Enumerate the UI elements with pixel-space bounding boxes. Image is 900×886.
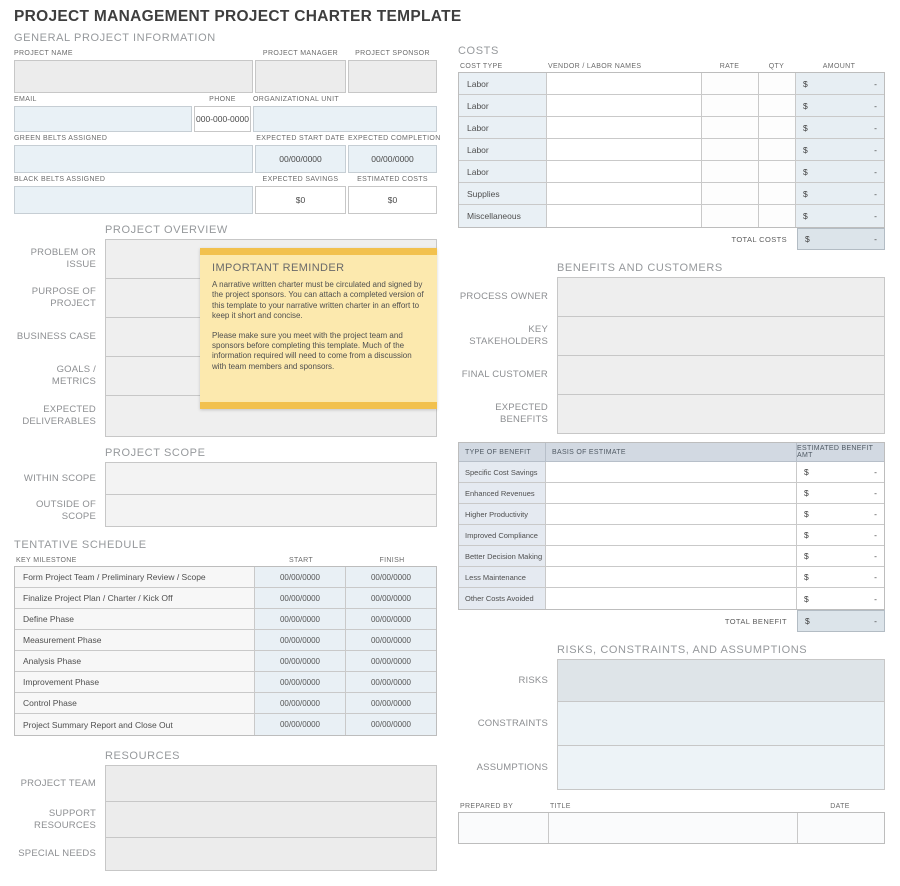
vendor-cell[interactable] [547, 139, 702, 161]
currency-symbol: $ [803, 211, 808, 221]
schedule-row [15, 567, 436, 588]
benefit-total-row [458, 610, 885, 632]
milestone-start-cell[interactable]: 00/00/0000 [255, 588, 346, 609]
schedule-row [15, 609, 436, 630]
process-owner-input[interactable] [557, 277, 885, 317]
green-belts-label: GREEN BELTS ASSIGNED [14, 135, 108, 142]
overview-row-label: BUSINESS CASE [16, 331, 96, 343]
benefit-row [459, 525, 884, 546]
section-resources [14, 750, 437, 871]
schedule-row [15, 714, 436, 735]
currency-symbol: $ [803, 78, 808, 89]
date-label: DATE [830, 803, 850, 810]
benefit-type-cell[interactable]: Other Costs Avoided [459, 588, 546, 609]
amount-value: - [874, 166, 877, 177]
overview-row-label: EXPECTED DELIVERABLES [22, 404, 96, 427]
milestone-name-cell[interactable]: Improvement Phase [15, 672, 255, 693]
milestone-finish-cell[interactable]: 00/00/0000 [346, 651, 436, 672]
basis-of-estimate-cell[interactable] [546, 525, 797, 546]
overview-row-label: PURPOSE OF PROJECT [31, 286, 96, 309]
benefit-type-cell[interactable]: Higher Productivity [459, 504, 546, 525]
cost-type-cell[interactable]: Labor [459, 95, 547, 117]
amount-value: - [874, 144, 877, 155]
rate-cell[interactable] [702, 73, 759, 95]
schedule-row [15, 693, 436, 714]
currency-symbol: $ [804, 530, 809, 540]
overview-row-label: PROBLEM OR ISSUE [30, 247, 96, 270]
currency-symbol: $ [804, 488, 809, 498]
overview-row-label: GOALS / METRICS [51, 364, 96, 387]
milestone-name-cell[interactable]: Finalize Project Plan / Charter / Kick Off [15, 588, 255, 609]
milestone-start-cell[interactable]: 00/00/0000 [255, 714, 346, 735]
note-top-edge [200, 248, 437, 255]
milestone-name-cell[interactable]: Define Phase [15, 609, 255, 630]
resources-row-label: PROJECT TEAM [20, 777, 96, 789]
project-scope-heading: PROJECT SCOPE [105, 447, 206, 459]
benefit-amount-cell[interactable] [797, 525, 884, 546]
amount-value: - [874, 572, 877, 582]
milestone-finish-cell[interactable]: 00/00/0000 [346, 714, 436, 735]
amount-value: - [874, 509, 877, 519]
page-title: PROJECT MANAGEMENT PROJECT CHARTER TEMPLATE [14, 8, 462, 25]
cost-row [459, 73, 884, 95]
benefits-row [458, 316, 885, 356]
basis-of-estimate-cell[interactable] [546, 462, 797, 483]
milestone-start-cell[interactable]: 00/00/0000 [255, 567, 346, 588]
scope-row-label: OUTSIDE OF SCOPE [35, 498, 96, 522]
amount-cell[interactable] [796, 139, 884, 161]
risks-row-label: ASSUMPTIONS [476, 761, 548, 773]
phone-label: PHONE [209, 96, 236, 103]
amount-value: - [874, 616, 877, 626]
amount-value: - [874, 100, 877, 111]
benefits-row [458, 394, 885, 434]
currency-symbol: $ [805, 234, 810, 244]
start-column-header: START [288, 557, 314, 564]
amount-cell[interactable] [796, 117, 884, 139]
cost-type-cell[interactable]: Labor [459, 161, 547, 183]
milestone-name-cell[interactable]: Analysis Phase [15, 651, 255, 672]
benefits-row-label: PROCESS OWNER [459, 291, 548, 303]
amount-value: - [874, 551, 877, 561]
general-row-3 [14, 132, 441, 173]
milestone-name-cell[interactable]: Control Phase [15, 693, 255, 714]
section-tentative-schedule [14, 539, 437, 736]
total-costs-cell[interactable] [797, 228, 885, 250]
scope-row-label: WITHIN SCOPE [23, 472, 96, 484]
milestone-start-cell[interactable]: 00/00/0000 [255, 609, 346, 630]
assumptions-input[interactable] [557, 745, 885, 790]
org-unit-label: ORGANIZATIONAL UNIT [253, 96, 339, 103]
project-name-input[interactable] [14, 60, 253, 93]
risks-row [458, 701, 885, 746]
note-title: IMPORTANT REMINDER [212, 262, 345, 274]
benefits-row-label: KEY STAKEHOLDERS [469, 324, 548, 347]
resources-row-label: SUPPORT RESOURCES [34, 807, 96, 831]
amount-cell[interactable] [796, 183, 884, 205]
benefit-table-header [459, 443, 884, 462]
amount-value: - [874, 488, 877, 498]
risks-row [458, 745, 885, 790]
project-name-label: PROJECT NAME [14, 50, 73, 57]
currency-symbol: $ [804, 467, 809, 477]
green-belts-input[interactable] [14, 145, 253, 173]
benefit-type-cell[interactable]: Less Maintenance [459, 567, 546, 588]
expected-savings-label: EXPECTED SAVINGS [262, 176, 339, 183]
benefit-type-cell[interactable]: Enhanced Revenues [459, 483, 546, 504]
email-input[interactable] [14, 106, 192, 132]
milestone-start-cell[interactable]: 00/00/0000 [255, 693, 346, 714]
basis-of-estimate-cell[interactable] [546, 567, 797, 588]
benefit-amount-cell[interactable] [797, 588, 884, 609]
currency-symbol: $ [805, 616, 810, 626]
expected-savings-input[interactable]: $0 [255, 186, 346, 214]
completion-date-label: EXPECTED COMPLETION [348, 135, 441, 142]
resources-heading: RESOURCES [105, 750, 181, 762]
amount-cell[interactable] [796, 161, 884, 183]
project-sponsor-label: PROJECT SPONSOR [355, 50, 430, 57]
benefit-amount-cell[interactable] [797, 546, 884, 567]
cost-type-cell[interactable]: Labor [459, 117, 547, 139]
estimated-benefit-amt-column-header: ESTIMATED BENEFIT AMT [797, 443, 884, 462]
signoff-table [458, 812, 885, 844]
key-milestone-column-header: KEY MILESTONE [16, 557, 77, 564]
benefits-row [458, 277, 885, 317]
benefit-type-cell[interactable]: Specific Cost Savings [459, 462, 546, 483]
milestone-finish-cell[interactable]: 00/00/0000 [346, 630, 436, 651]
qty-cell[interactable] [759, 117, 796, 139]
risks-row-label: CONSTRAINTS [477, 717, 548, 729]
costs-header [458, 60, 885, 72]
qty-cell[interactable] [759, 183, 796, 205]
total-benefit-label: TOTAL BENEFIT [724, 616, 787, 626]
vendor-cell[interactable] [547, 117, 702, 139]
benefit-type-cell[interactable]: Better Decision Making [459, 546, 546, 567]
rate-cell[interactable] [702, 161, 759, 183]
finish-column-header: FINISH [379, 557, 405, 564]
project-sponsor-input[interactable] [348, 60, 437, 93]
cost-type-cell[interactable]: Labor [459, 139, 547, 161]
currency-symbol: $ [803, 122, 808, 133]
milestone-finish-cell[interactable]: 00/00/0000 [346, 672, 436, 693]
risks-input[interactable] [557, 659, 885, 702]
currency-symbol: $ [803, 100, 808, 111]
black-belts-input[interactable] [14, 186, 253, 214]
note-paragraph: A narrative written charter must be circulated and signed by the project sponsors. You can attach a completed version of this template to your narrative written charter in an effort to keep it short and concise. [212, 280, 424, 321]
costs-heading: COSTS [458, 45, 499, 57]
start-date-input[interactable]: 00/00/0000 [255, 145, 346, 173]
total-costs-label: TOTAL COSTS [731, 234, 787, 244]
rate-cell[interactable] [702, 117, 759, 139]
currency-symbol: $ [804, 551, 809, 561]
phone-input[interactable]: 000-000-0000 [194, 106, 251, 132]
qty-column-header: QTY [768, 63, 785, 70]
note-paragraph: Please make sure you meet with the project team and sponsors before completing this template. Much of the information required will need to come from a discussion with team members and sponsors. [212, 330, 412, 371]
important-reminder-note[interactable] [200, 248, 437, 409]
amount-cell[interactable] [796, 205, 884, 227]
note-body [200, 255, 437, 402]
rate-cell[interactable] [702, 205, 759, 227]
constraints-input[interactable] [557, 701, 885, 746]
section-benefit-table [458, 442, 885, 632]
resources-row [14, 765, 437, 802]
vendor-cell[interactable] [547, 205, 702, 227]
milestone-name-cell[interactable]: Measurement Phase [15, 630, 255, 651]
estimated-costs-label: ESTIMATED COSTS [357, 176, 428, 183]
benefit-table [458, 442, 885, 610]
title-label: TITLE [550, 803, 571, 810]
resources-row-label: SPECIAL NEEDS [18, 848, 96, 860]
costs-table [458, 72, 885, 228]
title-input[interactable] [549, 813, 798, 843]
basis-of-estimate-cell[interactable] [546, 588, 797, 609]
amount-value: - [874, 211, 877, 221]
basis-of-estimate-cell[interactable] [546, 483, 797, 504]
section-benefits-customers [458, 262, 885, 434]
general-row-1 [14, 47, 437, 93]
schedule-row [15, 651, 436, 672]
amount-value: - [874, 122, 877, 133]
currency-symbol: $ [804, 572, 809, 582]
resources-row [14, 801, 437, 838]
vendor-cell[interactable] [547, 161, 702, 183]
schedule-table [14, 566, 437, 736]
benefit-row [459, 567, 884, 588]
cost-row [459, 161, 884, 183]
rate-cell[interactable] [702, 183, 759, 205]
section-project-scope [14, 447, 437, 527]
key-stakeholders-input[interactable] [557, 316, 885, 356]
schedule-header [14, 554, 437, 566]
milestone-finish-cell[interactable]: 00/00/0000 [346, 693, 436, 714]
general-row-4 [14, 173, 437, 214]
resources-row [14, 837, 437, 871]
section-risks [458, 644, 885, 790]
rate-cell[interactable] [702, 139, 759, 161]
black-belts-label: BLACK BELTS ASSIGNED [14, 176, 106, 183]
costs-total-row [458, 228, 885, 250]
rate-column-header: RATE [719, 63, 740, 70]
cost-type-cell[interactable]: Supplies [459, 183, 547, 205]
qty-cell[interactable] [759, 161, 796, 183]
general-row-2 [14, 93, 437, 132]
schedule-row [15, 672, 436, 693]
amount-value: - [874, 234, 877, 244]
project-overview-heading: PROJECT OVERVIEW [105, 224, 228, 236]
benefit-row [459, 588, 884, 609]
benefits-row-label: EXPECTED BENEFITS [495, 402, 548, 425]
benefit-row [459, 546, 884, 567]
benefit-amount-cell[interactable] [797, 567, 884, 588]
project-team-input[interactable] [105, 765, 437, 802]
currency-symbol: $ [804, 509, 809, 519]
benefits-row [458, 355, 885, 395]
milestone-start-cell[interactable]: 00/00/0000 [255, 672, 346, 693]
currency-symbol: $ [803, 144, 808, 155]
vendor-cell[interactable] [547, 183, 702, 205]
amount-column-header: AMOUNT [822, 63, 856, 70]
currency-symbol: $ [804, 593, 809, 604]
rate-cell[interactable] [702, 95, 759, 117]
qty-cell[interactable] [759, 95, 796, 117]
basis-of-estimate-cell[interactable] [546, 504, 797, 525]
special-needs-input[interactable] [105, 837, 437, 871]
amount-value: - [874, 593, 877, 604]
date-input[interactable] [798, 813, 884, 843]
schedule-row [15, 588, 436, 609]
benefit-type-cell[interactable]: Improved Compliance [459, 525, 546, 546]
benefit-row [459, 483, 884, 504]
amount-value: - [874, 78, 877, 89]
cost-type-cell[interactable]: Miscellaneous [459, 205, 547, 227]
cost-type-column-header: COST TYPE [460, 63, 503, 70]
type-of-benefit-column-header: TYPE OF BENEFIT [459, 443, 546, 462]
scope-row [14, 494, 437, 527]
amount-value: - [874, 467, 877, 477]
section-general-info-heading: GENERAL PROJECT INFORMATION [14, 32, 216, 44]
risks-row [458, 659, 885, 702]
benefit-row [459, 462, 884, 483]
amount-cell[interactable] [796, 95, 884, 117]
schedule-row [15, 630, 436, 651]
benefits-customers-heading: BENEFITS AND CUSTOMERS [557, 262, 723, 274]
email-label: EMAIL [14, 96, 37, 103]
cost-type-cell[interactable]: Labor [459, 73, 547, 95]
milestone-name-cell[interactable]: Form Project Team / Preliminary Review / Scope [15, 567, 255, 588]
milestone-start-cell[interactable]: 00/00/0000 [255, 651, 346, 672]
cost-row [459, 205, 884, 227]
amount-cell[interactable] [796, 73, 884, 95]
benefit-amount-cell[interactable] [797, 504, 884, 525]
total-benefit-cell[interactable] [797, 610, 885, 632]
tentative-schedule-heading: TENTATIVE SCHEDULE [14, 539, 147, 551]
amount-value: - [874, 530, 877, 540]
cost-row [459, 117, 884, 139]
left-column [14, 8, 462, 871]
benefit-amount-cell[interactable] [797, 462, 884, 483]
final-customer-input[interactable] [557, 355, 885, 395]
section-signoff [458, 800, 885, 844]
cost-row [459, 139, 884, 161]
basis-of-estimate-cell[interactable] [546, 546, 797, 567]
benefits-row-label: FINAL CUSTOMER [461, 369, 548, 381]
qty-cell[interactable] [759, 205, 796, 227]
milestone-name-cell[interactable]: Project Summary Report and Close Out [15, 714, 255, 735]
project-manager-input[interactable] [255, 60, 346, 93]
support-resources-input[interactable] [105, 801, 437, 838]
milestone-finish-cell[interactable]: 00/00/0000 [346, 567, 436, 588]
milestone-finish-cell[interactable]: 00/00/0000 [346, 588, 436, 609]
project-manager-label: PROJECT MANAGER [262, 50, 339, 57]
benefit-amount-cell[interactable] [797, 483, 884, 504]
milestone-start-cell[interactable]: 00/00/0000 [255, 630, 346, 651]
signoff-header [458, 800, 885, 812]
org-unit-input[interactable] [253, 106, 437, 132]
outside-of-scope-input[interactable] [105, 494, 437, 527]
vendor-column-header: VENDOR / LABOR NAMES [548, 63, 642, 70]
risks-heading: RISKS, CONSTRAINTS, AND ASSUMPTIONS [557, 644, 808, 656]
start-date-label: EXPECTED START DATE [256, 135, 345, 142]
scope-row [14, 462, 437, 495]
risks-row-label: RISKS [518, 674, 548, 686]
benefit-row [459, 504, 884, 525]
vendor-cell[interactable] [547, 95, 702, 117]
expected-benefits-input[interactable] [557, 394, 885, 434]
note-bottom-edge [200, 402, 437, 409]
prepared-by-input[interactable] [459, 813, 549, 843]
qty-cell[interactable] [759, 139, 796, 161]
qty-cell[interactable] [759, 73, 796, 95]
section-costs [458, 45, 885, 250]
right-column [458, 45, 885, 844]
within-scope-input[interactable] [105, 462, 437, 495]
signoff-row [459, 813, 884, 843]
completion-date-input[interactable]: 00/00/0000 [348, 145, 437, 173]
cost-row [459, 183, 884, 205]
currency-symbol: $ [803, 188, 808, 199]
estimated-costs-input[interactable]: $0 [348, 186, 437, 214]
vendor-cell[interactable] [547, 73, 702, 95]
amount-value: - [874, 188, 877, 199]
currency-symbol: $ [803, 166, 808, 177]
prepared-by-label: PREPARED BY [460, 803, 514, 810]
basis-of-estimate-column-header: BASIS OF ESTIMATE [546, 443, 797, 462]
milestone-finish-cell[interactable]: 00/00/0000 [346, 609, 436, 630]
cost-row [459, 95, 884, 117]
